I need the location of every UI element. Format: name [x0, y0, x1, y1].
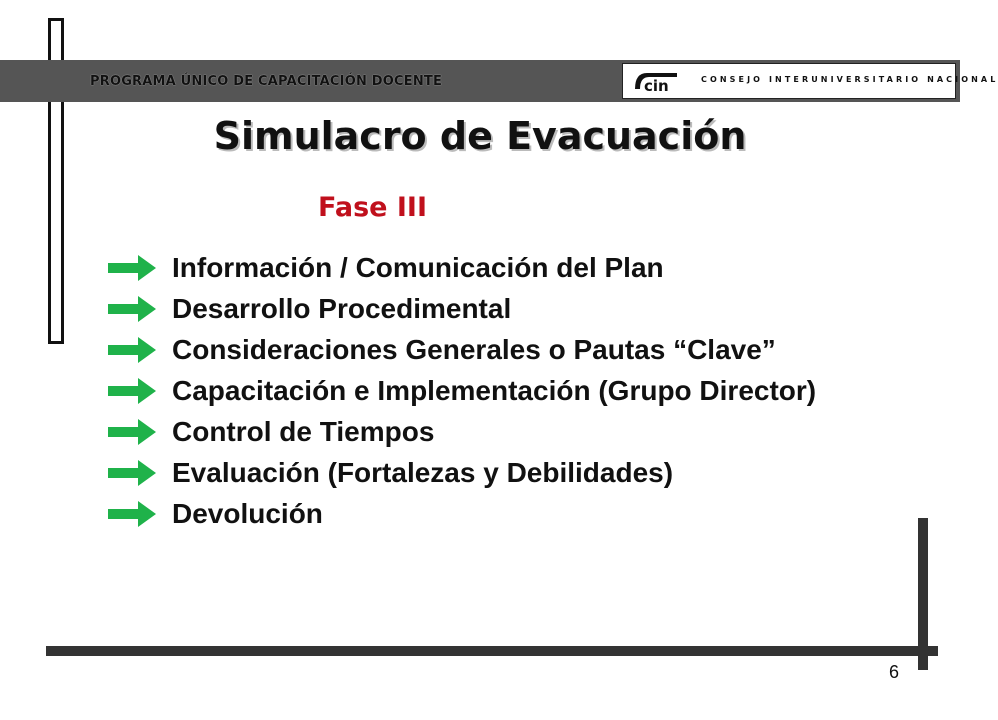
list-item	[108, 414, 888, 450]
right-arrow-icon	[108, 417, 158, 447]
list-item	[108, 455, 888, 491]
logo-mark-text: cin	[644, 77, 669, 95]
list-item-text: Información / Comunicación del Plan	[172, 252, 664, 283]
list-item-text: Control de Tiempos	[172, 416, 435, 447]
program-name: PROGRAMA ÚNICO DE CAPACITACIÓN DOCENTE	[90, 74, 443, 89]
slide-title: Simulacro de Evacuación	[213, 114, 747, 158]
list-item-text: Capacitación e Implementación (Grupo Director)	[172, 375, 817, 406]
list-item	[108, 332, 888, 368]
right-arrow-icon	[108, 294, 158, 324]
list-item	[108, 496, 888, 532]
slide-subtitle: Fase III	[318, 192, 428, 223]
right-arrow-icon	[108, 499, 158, 529]
logo-text: CONSEJO INTERUNIVERSITARIO NACIONAL	[701, 75, 998, 84]
bottom-decorative-bar	[46, 646, 938, 656]
list-item	[108, 291, 888, 327]
right-arrow-icon	[108, 376, 158, 406]
right-arrow-icon	[108, 458, 158, 488]
list-item-text: Desarrollo Procedimental	[172, 293, 512, 324]
right-arrow-icon	[108, 335, 158, 365]
cin-logo-mark	[631, 67, 681, 95]
page-number: 6	[889, 662, 900, 682]
list-item-text: Consideraciones Generales o Pautas “Clave”	[172, 334, 776, 365]
list-item	[108, 373, 888, 409]
right-arrow-icon	[108, 253, 158, 283]
bullet-list	[108, 250, 888, 537]
list-item-text: Devolución	[172, 498, 323, 529]
cin-logo	[622, 63, 998, 99]
list-item-text: Evaluación (Fortalezas y Debilidades)	[172, 457, 674, 488]
list-item	[108, 250, 888, 286]
